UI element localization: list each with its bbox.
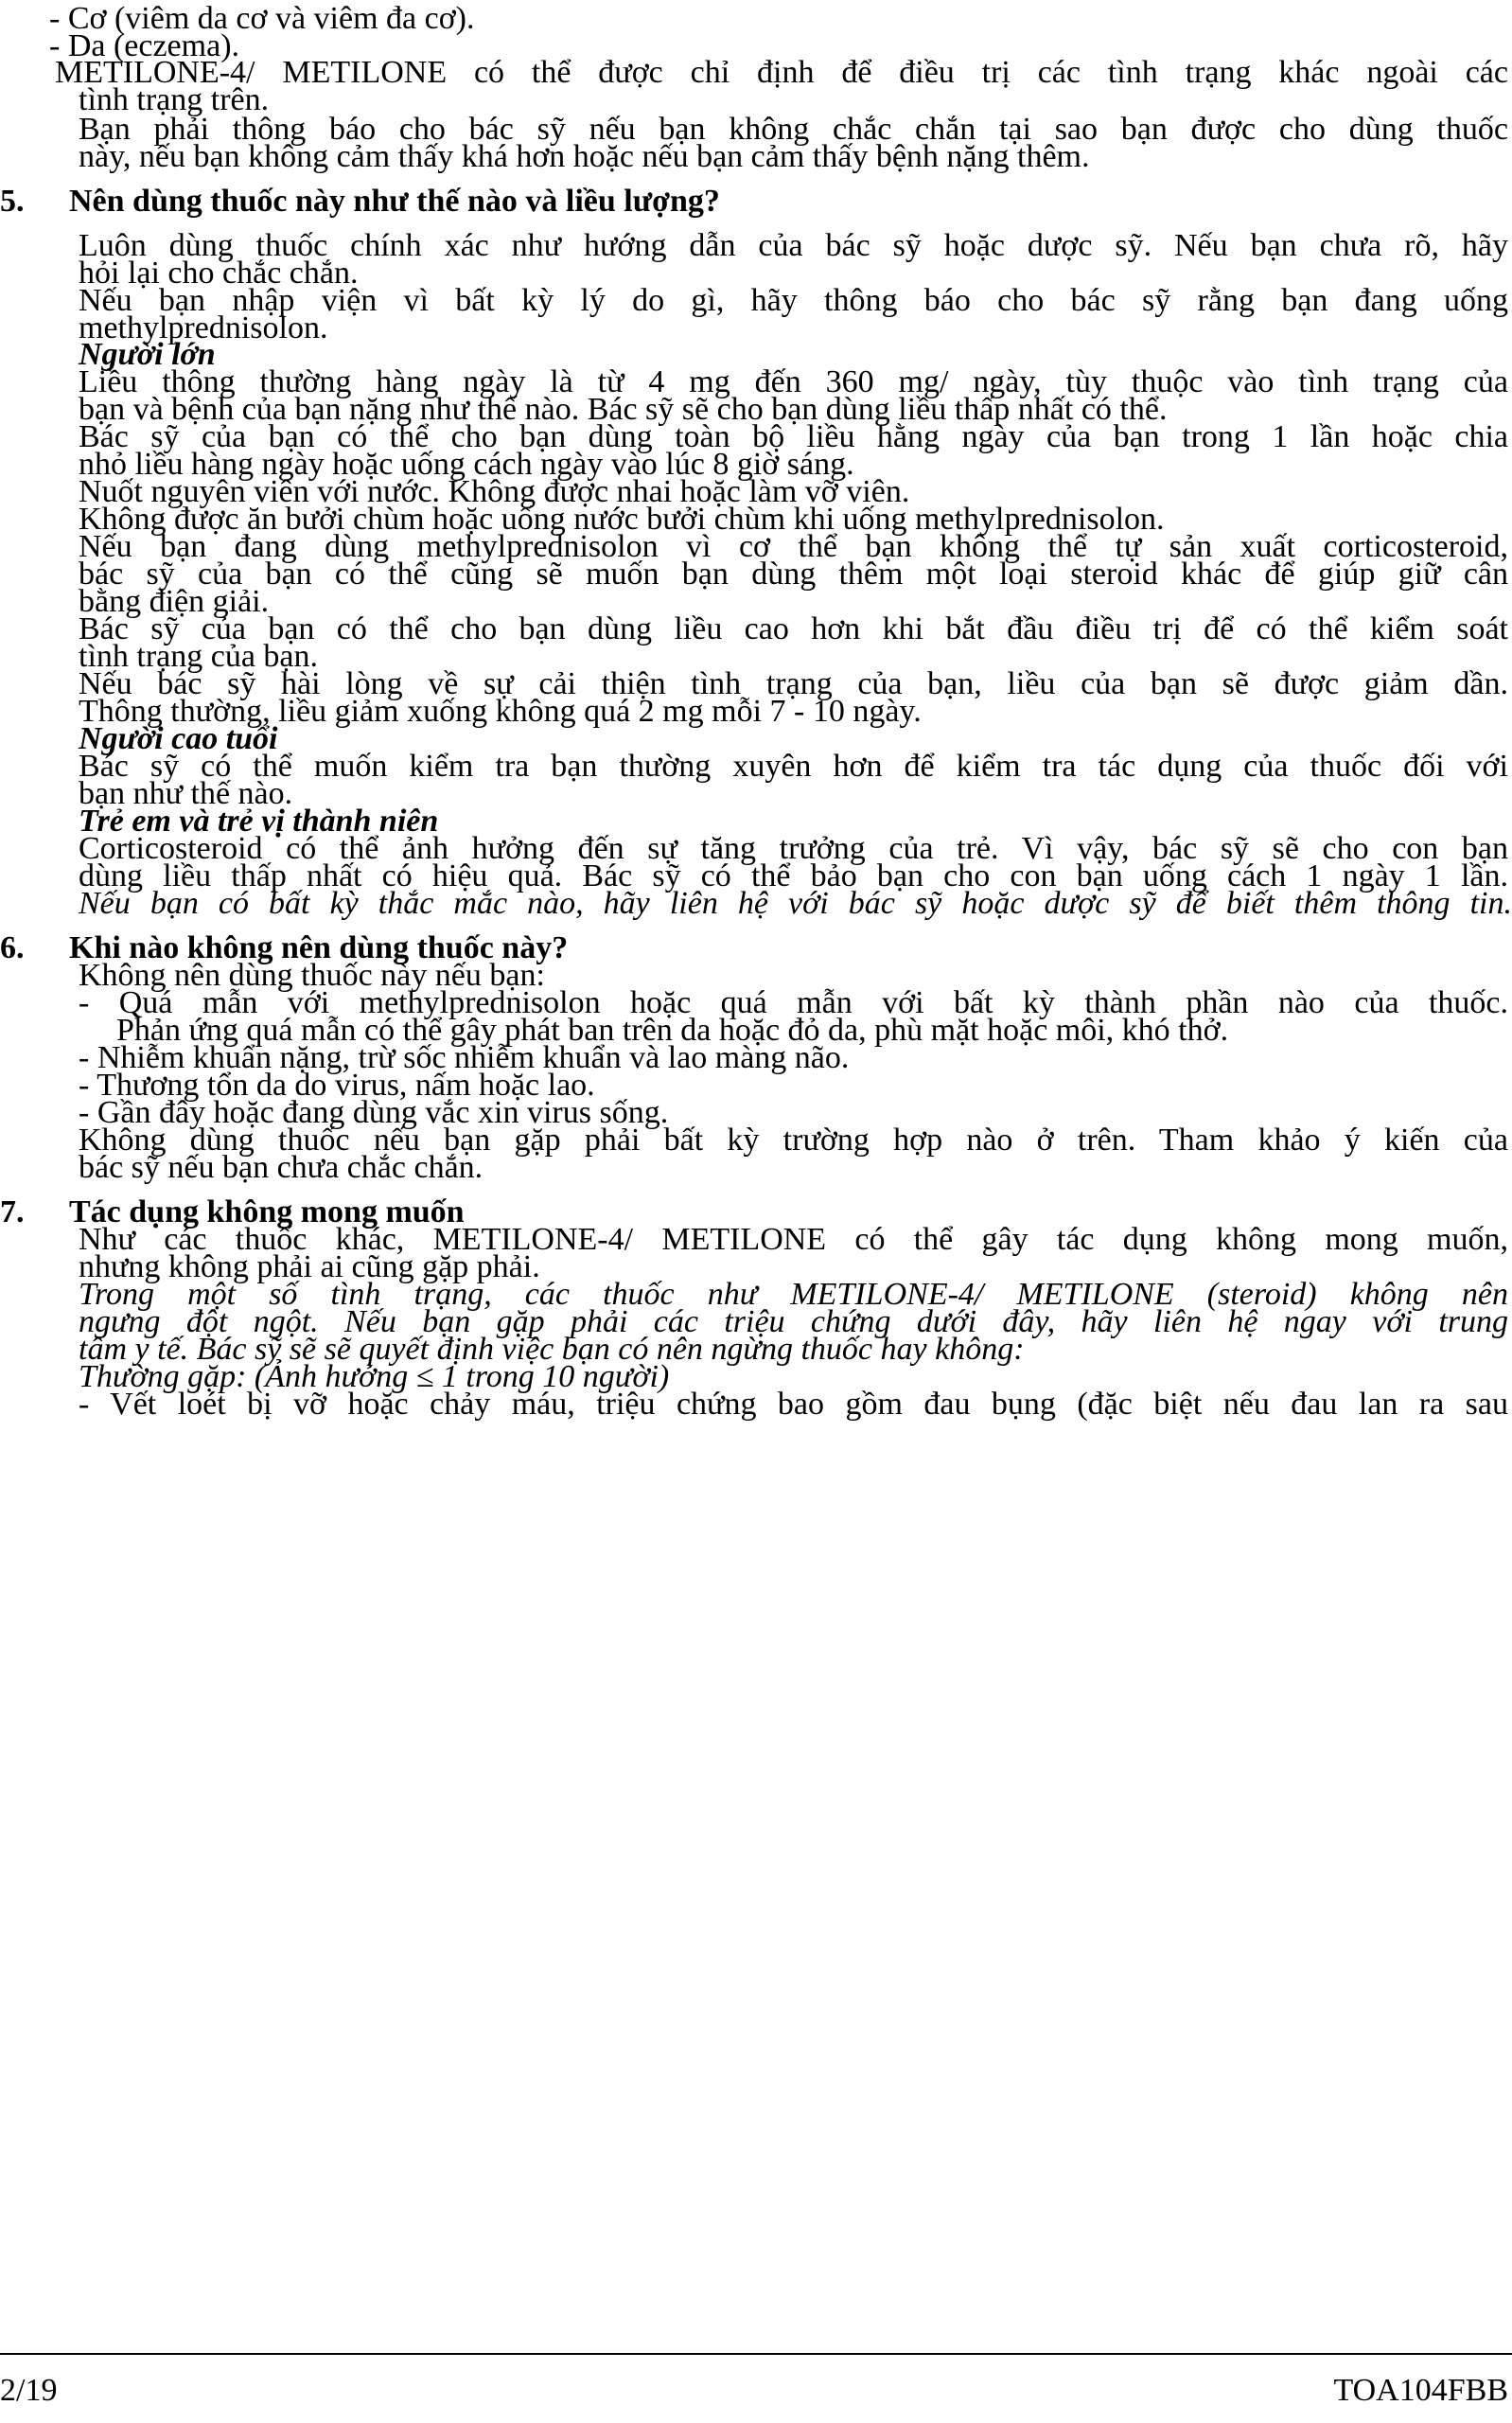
list-item: - Thương tổn da do virus, nấm hoặc lao. (79, 1068, 595, 1103)
text-line: Nếu bạn đang dùng methylprednisolon vì cơ thể bạn không thể tự sản xuất corticosteroid, (79, 529, 1508, 564)
text-line: nhưng không phải ai cũng gặp phải. (79, 1249, 540, 1284)
text-line: METILONE-4/ METILONE có thể được chỉ định để điều trị các tình trạng khác ngoài các (55, 55, 1508, 90)
document-code: TOA104FBB (1333, 2373, 1508, 2408)
list-item: - Quá mẫn với methylprednisolon hoặc quá mẫn với bất kỳ thành phần nào của thuốc. (79, 985, 1508, 1020)
text-line: methylprednisolon. (79, 310, 328, 345)
text-line: Corticosteroid có thể ảnh hưởng đến sự tăng trưởng của trẻ. Vì vậy, bác sỹ sẽ cho con bạn (79, 831, 1508, 866)
text-line: dùng liều thấp nhất có hiệu quả. Bác sỹ có thể bảo bạn cho con bạn uống cách 1 ngày 1 lần. (79, 858, 1508, 893)
list-item: - Vết loét bị vỡ hoặc chảy máu, triệu chứng bao gồm đau bụng (đặc biệt nếu đau lan ra sau (79, 1387, 1508, 1422)
text-line: Thông thường, liều giảm xuống không quá 2 mg mỗi 7 - 10 ngày. (79, 694, 922, 729)
text-line: Không được ăn bưởi chùm hoặc uống nước bưởi chùm khi uống methylprednisolon. (79, 502, 1165, 537)
text-line: Bác sỹ có thể muốn kiểm tra bạn thường xuyên hơn để kiểm tra tác dụng của thuốc đối với (79, 749, 1508, 784)
text-line: này, nếu bạn không cảm thấy khá hơn hoặc nếu bạn cảm thấy bệnh nặng thêm. (79, 139, 1090, 174)
text-line: Liều thông thường hàng ngày là từ 4 mg đến 360 mg/ ngày, tùy thuộc vào tình trạng của (79, 364, 1508, 399)
section-heading: Nên dùng thuốc này như thế nào và liều lượng? (69, 184, 720, 219)
text-line: Như các thuốc khác, METILONE-4/ METILONE có thể gây tác dụng không mong muốn, (79, 1222, 1508, 1257)
text-line: Không dùng thuốc nếu bạn gặp phải bất kỳ trường hợp nào ở trên. Tham khảo ý kiến của (79, 1123, 1508, 1158)
text-line: tình trạng của bạn. (79, 639, 319, 674)
subsection-heading: Người cao tuổi (79, 721, 278, 756)
text-line: Bác sỹ của bạn có thể cho bạn dùng toàn bộ liều hằng ngày của bạn trong 1 lần hoặc chia (79, 419, 1508, 454)
list-item: - Nhiễm khuẩn nặng, trừ sốc nhiễm khuẩn và lao màng não. (79, 1040, 850, 1075)
text-line: Bạn phải thông báo cho bác sỹ nếu bạn không chắc chắn tại sao bạn được cho dùng thuốc (79, 112, 1508, 147)
text-line: bác sỹ nếu bạn chưa chắc chắn. (79, 1150, 483, 1185)
text-line: nhỏ liều hàng ngày hoặc uống cách ngày vào lúc 8 giờ sáng. (79, 447, 854, 482)
page-number: 2/19 (0, 2373, 58, 2408)
text-line: ngưng đột ngột. Nếu bạn gặp phải các triệu chứng dưới đây, hãy liên hệ ngay với trung (79, 1304, 1508, 1339)
text-line: Luôn dùng thuốc chính xác như hướng dẫn của bác sỹ hoặc dược sỹ. Nếu bạn chưa rõ, hãy (79, 228, 1508, 263)
subsection-heading: Người lớn (79, 337, 216, 372)
section-number: 7. (0, 1194, 25, 1229)
text-line: tâm y tế. Bác sỹ sẽ sẽ quyết định việc bạn có nên ngừng thuốc hay không: (79, 1332, 1025, 1367)
section-heading: Tác dụng không mong muốn (69, 1194, 465, 1229)
text-line: - Cơ (viêm da cơ và viêm đa cơ). (49, 1, 475, 36)
text-line: bạn như thế nào. (79, 776, 293, 811)
text-line: - Da (eczema). (49, 28, 240, 63)
text-line: Nếu bác sỹ hài lòng về sự cải thiện tình trạng của bạn, liều của bạn sẽ được giảm dần. (79, 666, 1508, 701)
text-line: Nếu bạn nhập viện vì bất kỳ lý do gì, hãy thông báo cho bác sỹ rằng bạn đang uống (79, 283, 1508, 318)
text-line: bạn và bệnh của bạn nặng như thế nào. Bác sỹ sẽ cho bạn dùng liều thấp nhất có thể. (79, 392, 1168, 427)
section-number: 5. (0, 184, 25, 219)
text-line: Nuốt nguyên viên với nước. Không được nhai hoặc làm vỡ viên. (79, 474, 910, 509)
text-line: tình trạng trên. (79, 82, 270, 117)
footer-divider (0, 2353, 1512, 2355)
text-line: Không nên dùng thuốc này nếu bạn: (79, 958, 545, 993)
text-line: Nếu bạn có bất kỳ thắc mắc nào, hãy liên hệ với bác sỹ hoặc dược sỹ để biết thêm thông tin. (79, 886, 1512, 921)
subsection-heading: Trẻ em và trẻ vị thành niên (79, 804, 439, 839)
section-number: 6. (0, 930, 25, 965)
text-line: bằng điện giải. (79, 584, 270, 619)
text-line: Bác sỹ của bạn có thể cho bạn dùng liều cao hơn khi bắt đầu điều trị để có thể kiểm soát (79, 611, 1508, 646)
text-line: Thường gặp: (Ảnh hưởng ≤ 1 trong 10 người) (79, 1359, 670, 1394)
text-line: Trong một số tình trạng, các thuốc như METILONE-4/ METILONE (steroid) không nên (79, 1277, 1508, 1312)
text-line: Phản ứng quá mẫn có thể gây phát ban trên da hoặc đỏ da, phù mặt hoặc môi, khó thở. (116, 1013, 1229, 1048)
list-item: - Gần đây hoặc đang dùng vắc xin virus sống. (79, 1095, 669, 1130)
text-line: hỏi lại cho chắc chắn. (79, 256, 359, 291)
text-line: bác sỹ của bạn có thể cũng sẽ muốn bạn dùng thêm một loại steroid khác để giúp giữ cân (79, 557, 1508, 592)
section-heading: Khi nào không nên dùng thuốc này? (69, 930, 569, 965)
